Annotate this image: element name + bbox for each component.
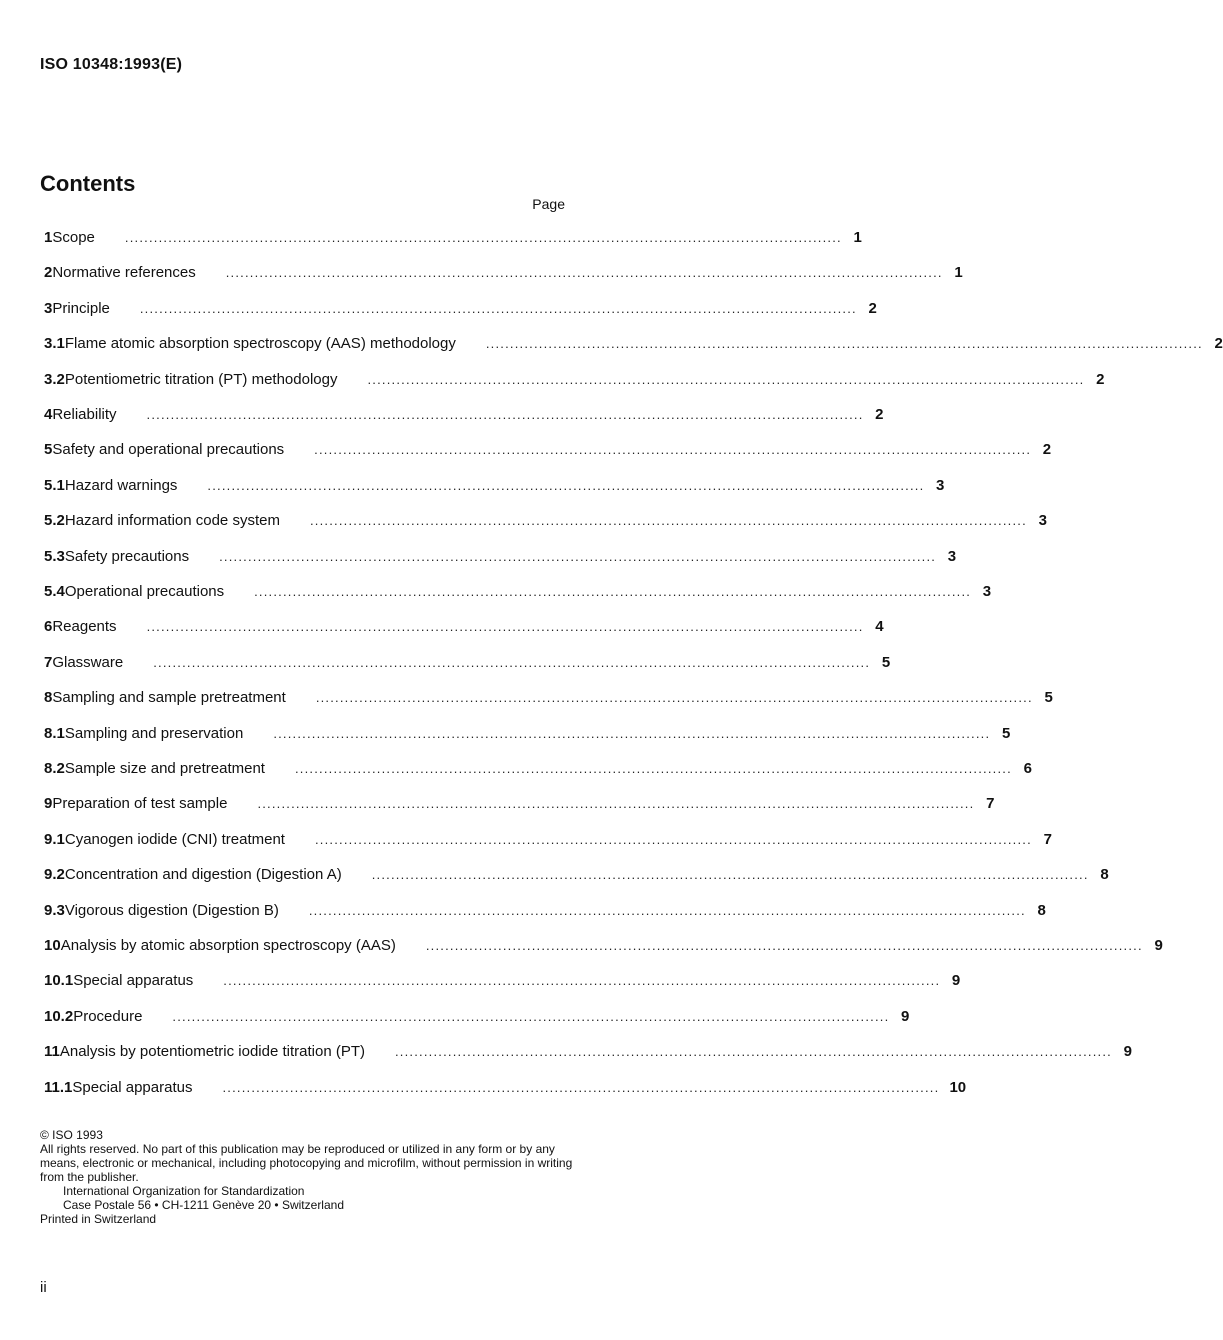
- toc-dot-leader: .....................................................................................................................................................: [153, 654, 871, 670]
- toc-entry-title: Concentration and digestion (Digestion A): [64, 866, 342, 884]
- toc-entry[interactable]: [44, 829, 1052, 851]
- toc-entry[interactable]: [44, 793, 995, 815]
- toc-dot-leader: .....................................................................................................................................................: [257, 796, 975, 812]
- toc-entry[interactable]: [44, 616, 884, 638]
- toc-entry-title: Cyanogen iodide (CNI) treatment: [64, 830, 285, 848]
- toc-entry-page: 5: [1044, 689, 1053, 707]
- toc-entry[interactable]: [44, 439, 1052, 461]
- toc-entry-title: Special apparatus: [72, 1078, 193, 1096]
- toc-entry[interactable]: [44, 900, 1046, 922]
- toc-entry[interactable]: [44, 864, 1109, 886]
- toc-dot-leader: .....................................................................................................................................................: [222, 1079, 940, 1095]
- toc-entry-page: 8: [1100, 866, 1109, 884]
- toc-entry-number: 4: [44, 406, 53, 423]
- toc-entry-title: Hazard information code system: [64, 512, 280, 530]
- toc-entry-page: 1: [954, 264, 963, 282]
- toc-entry-number: 11: [44, 1043, 60, 1061]
- toc-dot-leader: .....................................................................................................................................................: [219, 548, 937, 564]
- toc-entry-page: 3: [1038, 512, 1047, 530]
- toc-entry-number: 10.2: [44, 1007, 74, 1025]
- toc-entry-page: 9: [901, 1007, 910, 1025]
- toc-entry-number: 2: [44, 264, 53, 282]
- toc-entry[interactable]: [44, 369, 1105, 391]
- toc-entry-number: 5.3: [44, 547, 65, 565]
- toc-entry-page: 3: [947, 547, 957, 565]
- printed-location: Printed in Switzerland: [40, 1212, 157, 1226]
- toc-dot-leader: .....................................................................................................................................................: [223, 973, 941, 989]
- toc-entry-number: 10.1: [44, 972, 74, 990]
- toc-entry-number: 10: [44, 937, 61, 954]
- toc-dot-leader: .....................................................................................................................................................: [425, 938, 1143, 953]
- toc-entry[interactable]: [44, 758, 1032, 780]
- page-column-label: Page: [532, 196, 565, 212]
- toc-entry-page: 4: [875, 618, 884, 636]
- toc-entry-number: 3.1: [44, 335, 65, 353]
- toc-entry-page: 8: [1037, 901, 1046, 919]
- toc-entry-title: Preparation of test sample: [52, 795, 228, 813]
- toc-entry[interactable]: [44, 227, 862, 249]
- toc-entry-title: Reagents: [52, 618, 117, 636]
- toc-entry[interactable]: [44, 404, 884, 426]
- toc-entry-page: 2: [1042, 441, 1052, 459]
- toc-entry-title: Analysis by atomic absorption spectroscopy (AAS): [60, 937, 396, 954]
- toc-entry[interactable]: [44, 298, 877, 320]
- toc-dot-leader: .....................................................................................................................................................: [124, 230, 842, 245]
- toc-entry-page: 3: [936, 476, 945, 494]
- toc-entry-title: Potentiometric titration (PT) methodology: [64, 370, 338, 388]
- toc-entry-number: 8: [44, 689, 53, 707]
- toc-entry-number: 8.1: [44, 724, 65, 742]
- toc-dot-leader: .....................................................................................................................................................: [395, 1044, 1112, 1060]
- toc-dot-leader: .....................................................................................................................................................: [225, 265, 943, 281]
- toc-entry-page: 2: [1096, 370, 1105, 388]
- toc-entry-title: Hazard warnings: [64, 476, 178, 494]
- toc-entry[interactable]: [44, 333, 1223, 355]
- toc-entry[interactable]: [44, 970, 961, 992]
- toc-entry[interactable]: [44, 581, 992, 603]
- toc-entry-title: Sampling and sample pretreatment: [52, 689, 286, 707]
- toc-dot-leader: .....................................................................................................................................................: [315, 690, 1033, 706]
- toc-dot-leader: .....................................................................................................................................................: [146, 619, 864, 635]
- toc-entry-title: Safety precautions: [64, 547, 190, 565]
- toc-entry-number: 9.1: [44, 830, 65, 848]
- toc-entry-page: 9: [1154, 937, 1163, 954]
- toc-entry-title: Special apparatus: [73, 972, 194, 990]
- toc-entry[interactable]: [44, 1077, 967, 1099]
- toc-entry-number: 8.2: [44, 760, 65, 777]
- toc-entry-number: 3.2: [44, 370, 65, 388]
- toc-dot-leader: .....................................................................................................................................................: [273, 725, 991, 741]
- toc-entry-number: 5.4: [44, 583, 65, 600]
- publisher-address: Case Postale 56 • CH-1211 Genève 20 • Switzerland: [63, 1198, 344, 1212]
- toc-entry[interactable]: [44, 262, 963, 284]
- toc-entry-page: 7: [986, 795, 995, 813]
- toc-entry-number: 5: [44, 441, 53, 459]
- toc-dot-leader: .....................................................................................................................................................: [371, 867, 1089, 883]
- toc-entry-number: 1: [44, 229, 53, 246]
- toc-entry-number: 5.2: [44, 512, 65, 530]
- toc-entry[interactable]: [44, 935, 1163, 957]
- toc-entry[interactable]: [44, 546, 957, 568]
- toc-entry-title: Normative references: [52, 264, 196, 282]
- toc-entry-title: Sampling and preservation: [64, 724, 244, 742]
- toc-entry-number: 9: [44, 795, 53, 813]
- toc-entry-number: 3: [44, 299, 53, 317]
- toc-entry-title: Procedure: [73, 1007, 143, 1025]
- toc-entry-number: 5.1: [44, 476, 65, 494]
- toc-entry-title: Principle: [52, 299, 110, 317]
- toc-dot-leader: .....................................................................................................................................................: [294, 761, 1012, 776]
- toc-dot-leader: .....................................................................................................................................................: [367, 371, 1085, 387]
- publisher-name: International Organization for Standardization: [63, 1184, 305, 1198]
- toc-entry-number: 7: [44, 653, 53, 671]
- toc-entry-page: 9: [951, 972, 961, 990]
- toc-dot-leader: .....................................................................................................................................................: [139, 300, 857, 316]
- copyright-line: © ISO 1993: [40, 1128, 103, 1142]
- toc-entry[interactable]: [44, 1041, 1132, 1063]
- toc-entry-number: 6: [44, 618, 53, 636]
- toc-entry-page: 6: [1023, 760, 1032, 777]
- toc-entry[interactable]: [44, 687, 1053, 709]
- toc-entry-page: 2: [868, 299, 877, 317]
- toc-dot-leader: .....................................................................................................................................................: [207, 477, 925, 493]
- toc-dot-leader: .....................................................................................................................................................: [485, 336, 1203, 352]
- toc-entry-page: 9: [1123, 1043, 1132, 1061]
- toc-entry-number: 9.2: [44, 866, 65, 884]
- toc-entry[interactable]: [44, 652, 891, 674]
- toc-entry-page: 5: [881, 653, 891, 671]
- toc-entry-page: 2: [1214, 335, 1223, 353]
- toc-entry-title: Scope: [52, 229, 95, 246]
- toc-entry-page: 5: [1001, 724, 1011, 742]
- toc-entry-title: Analysis by potentiometric iodide titration (PT): [59, 1043, 365, 1061]
- toc-entry-page: 3: [982, 583, 992, 600]
- toc-entry-title: Reliability: [52, 406, 117, 423]
- toc-entry-title: Safety and operational precautions: [52, 441, 285, 459]
- toc-entry-title: Glassware: [52, 653, 124, 671]
- toc-entry-title: Vigorous digestion (Digestion B): [64, 901, 279, 919]
- toc-entry-title: Flame atomic absorption spectroscopy (AAS) methodology: [64, 335, 456, 353]
- rights-statement: All rights reserved. No part of this publication may be reproduced or utilized in any form or by any means, electronic or mechanical, including photocopying and microfilm, without permission in writing from the publisher.: [40, 1142, 573, 1184]
- page-number: ii: [40, 1279, 47, 1296]
- document-code: ISO 10348:1993(E): [40, 56, 183, 73]
- toc-dot-leader: .....................................................................................................................................................: [146, 407, 864, 422]
- toc-dot-leader: .....................................................................................................................................................: [308, 902, 1026, 918]
- toc-entry[interactable]: [44, 723, 1011, 745]
- toc-dot-leader: .....................................................................................................................................................: [314, 442, 1032, 458]
- toc-entry-title: Sample size and pretreatment: [64, 760, 265, 777]
- toc-dot-leader: .....................................................................................................................................................: [314, 831, 1032, 847]
- toc-entry-title: Operational precautions: [64, 583, 225, 600]
- toc-dot-leader: .....................................................................................................................................................: [172, 1008, 890, 1024]
- toc-entry-number: 9.3: [44, 901, 65, 919]
- toc-entry[interactable]: [44, 510, 1047, 532]
- toc-entry-page: 10: [949, 1078, 967, 1096]
- toc-entry[interactable]: [44, 475, 945, 497]
- copyright-block: [40, 1128, 580, 1226]
- toc-entry-page: 1: [853, 229, 862, 246]
- toc-entry-page: 2: [875, 406, 884, 423]
- toc-entry-number: 11.1: [44, 1078, 73, 1096]
- toc-entry[interactable]: [44, 1006, 910, 1028]
- toc-dot-leader: .....................................................................................................................................................: [309, 513, 1027, 529]
- toc-dot-leader: .....................................................................................................................................................: [254, 584, 972, 599]
- contents-heading: Contents: [40, 171, 136, 196]
- toc-entry-page: 7: [1043, 830, 1052, 848]
